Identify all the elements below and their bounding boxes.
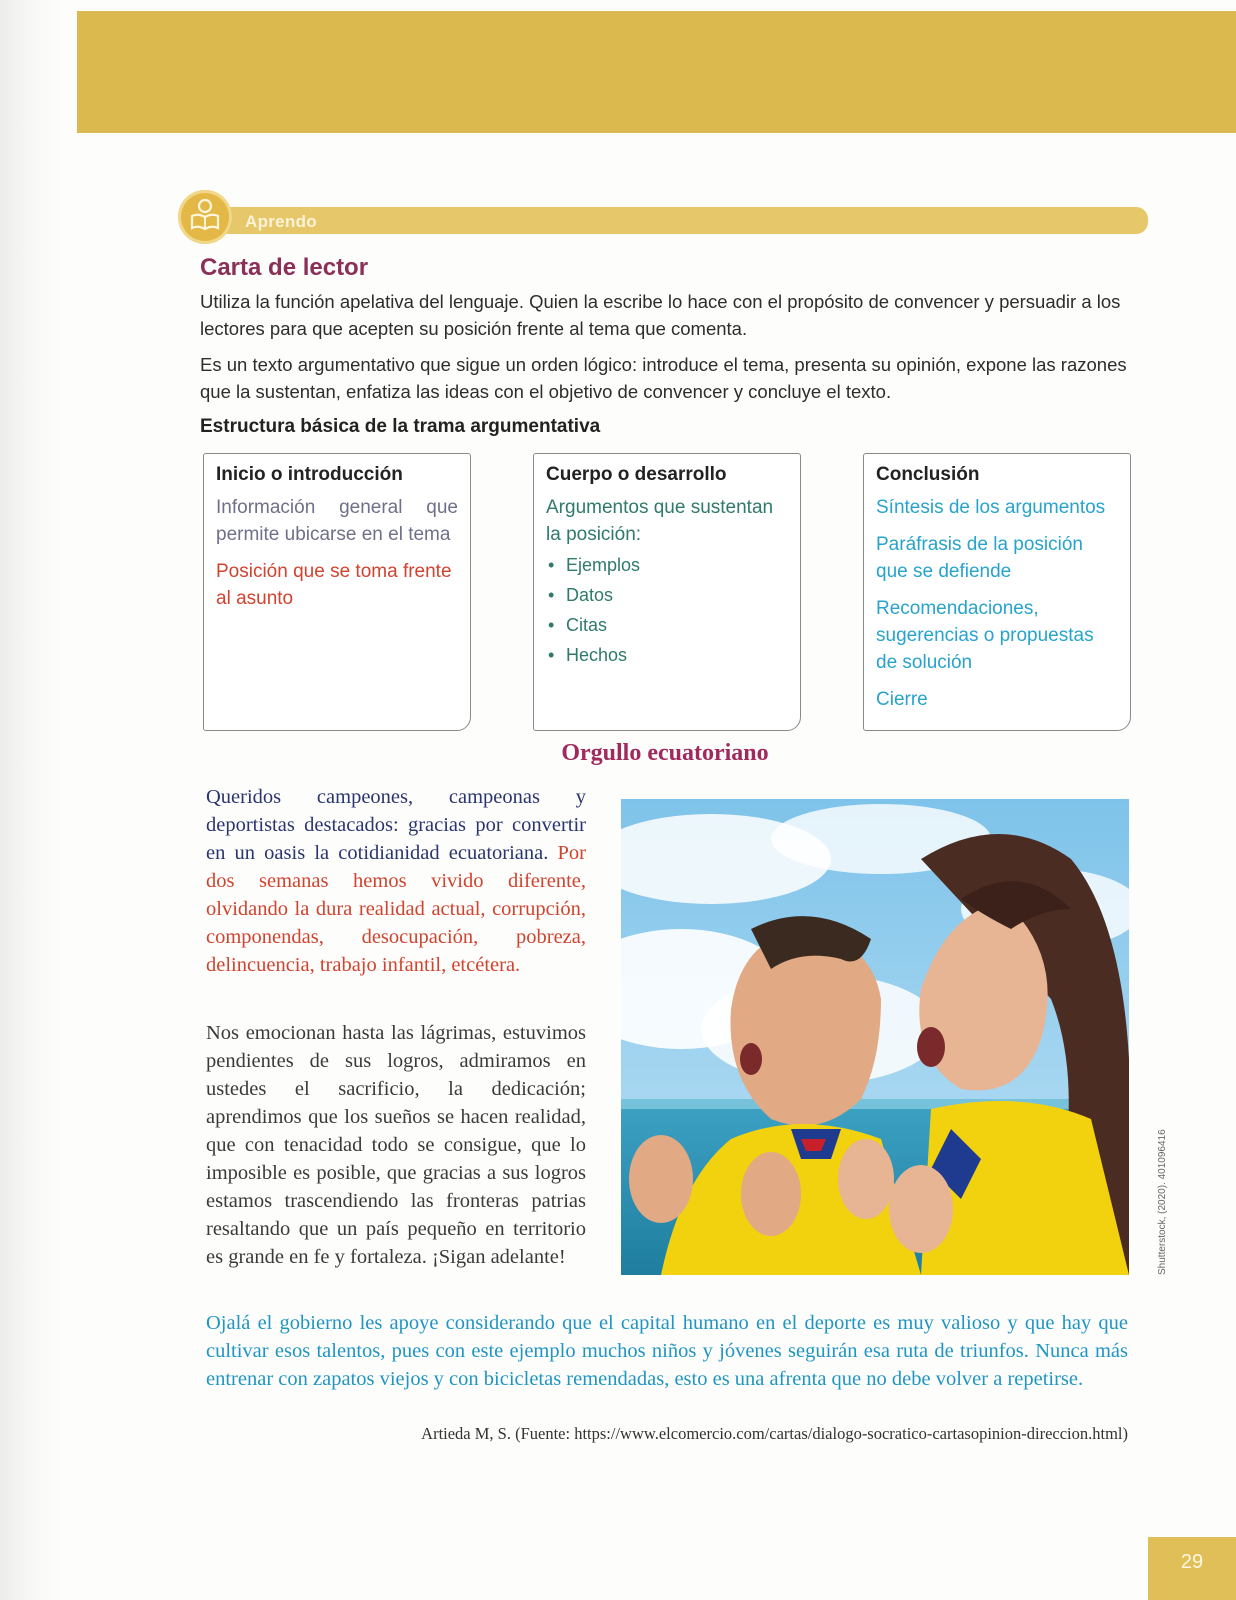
conclusion-box <box>863 453 1131 731</box>
conclusion-box-item: Síntesis de los argumentos <box>876 497 1106 518</box>
lesson-intro-1: Utiliza la función apelativa del lenguaje. Quien la escribe lo hace con el propósito de convencer y persuadir a los lectores para que acepten su posición frente al tema que comenta. <box>200 291 1121 339</box>
letter-title: Orgullo ecuatoriano <box>561 740 769 766</box>
page-edge-shadow <box>0 0 62 1600</box>
intro-box-title: Inicio o introducción <box>216 464 403 485</box>
structure-title: Estructura básica de la trama argumentativa <box>200 416 601 437</box>
intro-box-item: Información general que permite ubicarse en el tema <box>216 497 458 545</box>
letter-opening: Queridos campeones, campeonas y deportistas destacados: gracias por convertir en un oasis la cotidianidad ecuatoriana. <box>206 786 586 864</box>
conclusion-box-title: Conclusión <box>876 464 980 485</box>
conclusion-box-item: Cierre <box>876 689 928 710</box>
letter-source: Artieda M, S. (Fuente: https://www.elcomercio.com/cartas/dialogo-socratico-cartasopinion-direccion.html) <box>421 1424 1128 1443</box>
letter-position: Por dos semanas hemos vivido diferente, olvidando la dura realidad actual, corrupción, componendas, desocupación, pobreza, delincuencia, trabajo infantil, etcétera. <box>206 842 587 976</box>
lesson-intro-2: Es un texto argumentativo que sigue un orden lógico: introduce el tema, presenta su opinión, expone las razones que la sustentan, enfatiza las ideas con el objetivo de convencer y concluye el texto. <box>200 354 1127 402</box>
body-box-bullet: • Ejemplos <box>546 550 788 580</box>
lesson-title: Carta de lector <box>200 254 369 281</box>
page-number: 29 <box>1148 1537 1236 1600</box>
body-box-bullet: • Citas <box>546 610 788 640</box>
section-label: Aprendo <box>245 212 317 231</box>
body-box-title: Cuerpo o desarrollo <box>546 464 727 485</box>
conclusion-box-item: Paráfrasis de la posición que se defiende <box>876 534 1083 582</box>
body-box-bullet: • Datos <box>546 580 788 610</box>
conclusion-box-item: Recomendaciones, sugerencias o propuestas de solución <box>876 598 1094 673</box>
intro-box-item: Posición que se toma frente al asunto <box>216 561 452 609</box>
reader-book-icon <box>178 190 232 244</box>
letter-paragraph-1 <box>206 783 586 979</box>
body-box-list <box>546 550 788 670</box>
header-band <box>77 11 1236 133</box>
photo-credit: Shutterstock, (2020). 401096416 <box>1157 1129 1168 1275</box>
body-box <box>533 453 801 731</box>
intro-box <box>203 453 471 731</box>
body-box-text: Argumentos que sustentan la posición: <box>546 497 774 545</box>
section-bar <box>222 207 1148 234</box>
letter-paragraph-2: Nos emocionan hasta las lágrimas, estuvimos pendientes de sus logros, admiramos en ustedes el sacrificio, la dedicación; aprendimos que los sueños se hacen realidad, que con tenacidad todo se consigue, que lo imposible es posible, que gracias a sus logros estamos trascendiendo las fronteras patrias resaltando que un país pequeño en territorio es grande en fe y fortaleza. ¡Sigan adelante! <box>206 1022 586 1268</box>
fans-cheering-photo <box>621 799 1129 1275</box>
body-box-bullet: • Hechos <box>546 640 788 670</box>
letter-paragraph-3: Ojalá el gobierno les apoye considerando que el capital humano en el deporte es muy valioso y que hay que cultivar esos talentos, pues con este ejemplo muchos niños y jóvenes seguirán esa ruta de triunfos. Nunca más entrenar con zapatos viejos y con bicicletas remendadas, esto es una afrenta que no debe volver a repetirse. <box>206 1312 1128 1390</box>
